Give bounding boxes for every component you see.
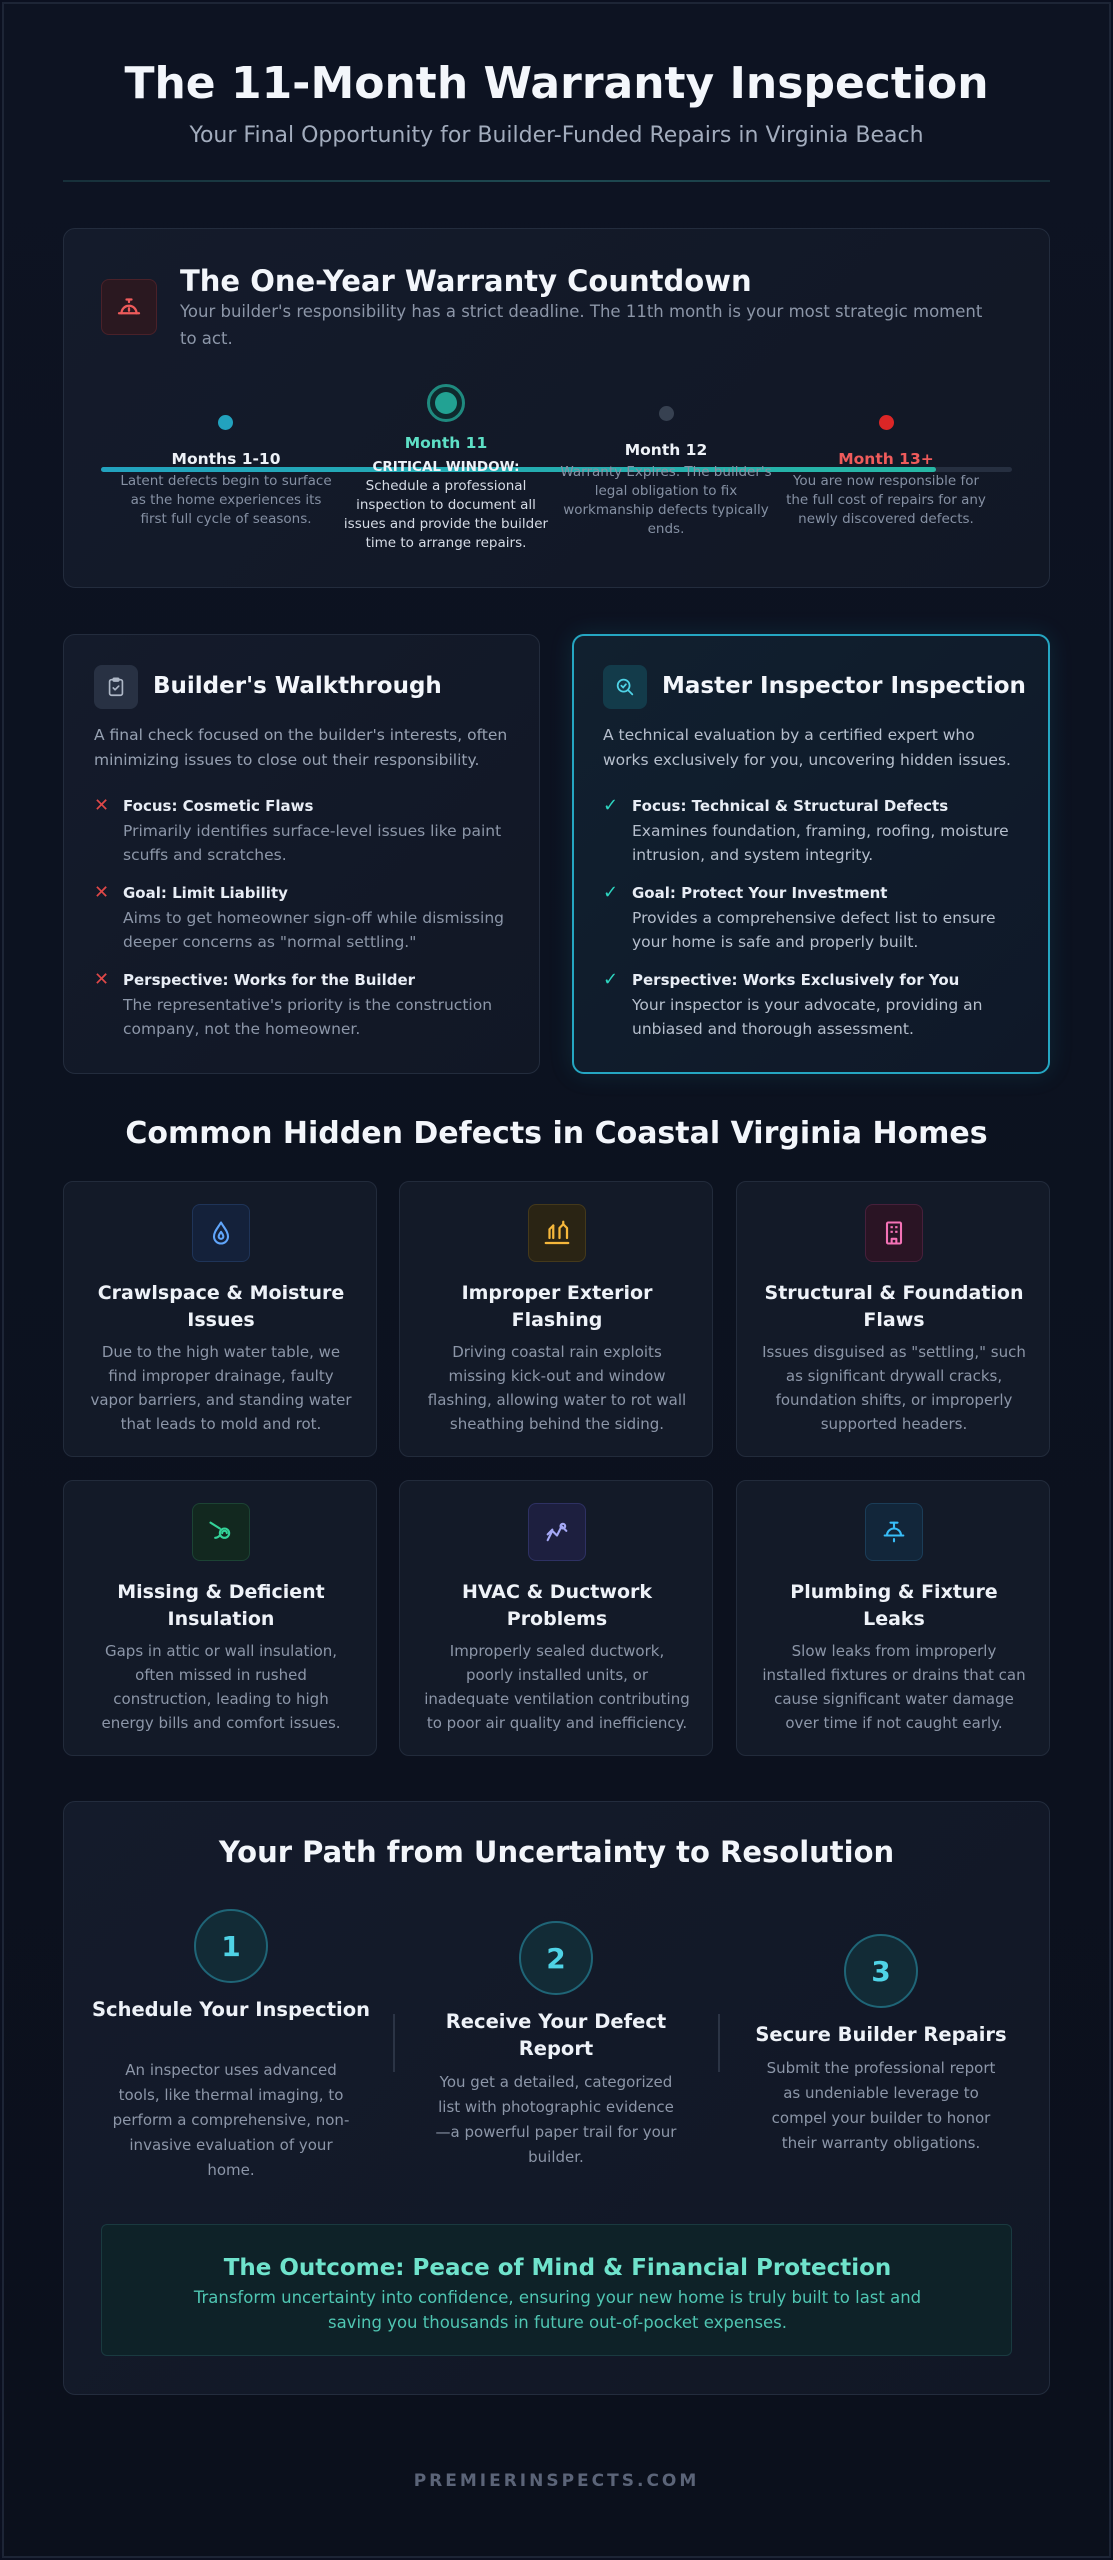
defect-text: Gaps in attic or wall insulation, often missed in rushed construction, leading to high energy bills and comfort issues. xyxy=(101,1642,341,1732)
step-divider xyxy=(393,2014,395,2072)
header-divider xyxy=(63,180,1050,182)
defect-text: Issues disguised as "settling," such as significant drywall cracks, foundation shifts, or improperly supported headers. xyxy=(762,1343,1026,1433)
milestone-critical-label: CRITICAL WINDOW: xyxy=(372,459,520,475)
milestone-dot-4 xyxy=(879,415,894,430)
house-arrows-icon xyxy=(528,1204,586,1262)
water-drop-icon xyxy=(192,1204,250,1262)
faucet-icon xyxy=(865,1503,923,1561)
defect-card-insulation xyxy=(63,1480,377,1756)
milestone-text-1: Latent defects begin to surface as the home experiences its first full cycle of seasons. xyxy=(120,473,332,527)
inspector-point-text-1: Examines foundation, framing, roofing, moisture intrusion, and system integrity. xyxy=(632,822,1009,864)
countdown-title: The One-Year Warranty Countdown xyxy=(180,264,752,298)
path-title: Your Path from Uncertainty to Resolution xyxy=(218,1835,895,1869)
step-title-1: Schedule Your Inspection xyxy=(91,1998,371,2021)
inspector-point-text-3: Your inspector is your advocate, providing an unbiased and thorough assessment. xyxy=(632,996,983,1038)
building-icon xyxy=(865,1204,923,1262)
check-icon: ✓ xyxy=(603,882,619,903)
insulation-icon xyxy=(192,1503,250,1561)
defect-title: Crawlspace & Moisture Issues xyxy=(97,1282,345,1331)
builder-point-head-2: Goal: Limit Liability xyxy=(123,884,288,902)
defect-title: Structural & Foundation Flaws xyxy=(764,1282,1024,1331)
x-icon: ✕ xyxy=(94,795,110,816)
outcome-box xyxy=(101,2224,1012,2356)
defects-title: Common Hidden Defects in Coastal Virginia Homes xyxy=(125,1116,988,1151)
defect-title: Missing & Deficient Insulation xyxy=(117,1581,325,1630)
milestone-dot-2-inner xyxy=(435,392,457,414)
milestone-text-2-body: Schedule a professional inspection to document all issues and provide the builder time to arrange repairs. xyxy=(343,478,549,551)
step-number-1: 1 xyxy=(194,1909,268,1983)
defect-title: HVAC & Ductwork Problems xyxy=(461,1581,653,1630)
builder-point-text-3: The representative's priority is the construction company, not the homeowner. xyxy=(123,996,493,1038)
milestone-dot-3 xyxy=(659,406,674,421)
check-icon: ✓ xyxy=(603,795,619,816)
builder-point-text-1: Primarily identifies surface-level issues like paint scuffs and scratches. xyxy=(123,822,502,864)
step-text-2: You get a detailed, categorized list with photographic evidence—a powerful paper trail for your builder. xyxy=(435,2073,677,2166)
defect-card-structural xyxy=(736,1181,1050,1457)
defect-text: Improperly sealed ductwork, poorly installed units, or inadequate ventilation contributing to poor air quality and inefficiency. xyxy=(424,1642,690,1732)
milestone-label-4: Month 13+ xyxy=(838,450,934,468)
milestone-text-4: You are now responsible for the full cost of repairs for any newly discovered defects. xyxy=(786,473,986,527)
inspector-point-text-2: Provides a comprehensive defect list to ensure your home is safe and properly built. xyxy=(632,909,996,951)
defect-text: Due to the high water table, we find improper drainage, faulty vapor barriers, and standing water that leads to mold and rot. xyxy=(90,1343,352,1433)
clipboard-icon xyxy=(94,665,138,709)
inspector-point-head-1: Focus: Technical & Structural Defects xyxy=(632,797,949,815)
defect-card-plumbing xyxy=(736,1480,1050,1756)
page-title: The 11-Month Warranty Inspection xyxy=(124,58,989,109)
inspector-point-head-3: Perspective: Works Exclusively for You xyxy=(632,971,960,989)
builder-title: Builder's Walkthrough xyxy=(153,673,442,699)
defect-card-hvac xyxy=(399,1480,713,1756)
footer-brand[interactable]: PREMIERINSPECTS.COM xyxy=(413,2471,700,2491)
inspector-description: A technical evaluation by a certified expert who works exclusively for you, uncovering hidden issues. xyxy=(603,726,1011,769)
inspector-title: Master Inspector Inspection xyxy=(662,673,1026,699)
x-icon: ✕ xyxy=(94,969,110,990)
step-number-3: 3 xyxy=(844,1934,918,2008)
countdown-description: Your builder's responsibility has a strict deadline. The 11th month is your most strategic moment to act. xyxy=(180,302,983,348)
hvac-duct-icon xyxy=(528,1503,586,1561)
step-number-2: 2 xyxy=(519,1921,593,1995)
defect-card-crawlspace xyxy=(63,1181,377,1457)
milestone-label-2: Month 11 xyxy=(404,434,488,452)
defect-title: Improper Exterior Flashing xyxy=(461,1282,653,1331)
builder-point-head-1: Focus: Cosmetic Flaws xyxy=(123,797,314,815)
milestone-label-3: Month 12 xyxy=(624,441,708,459)
milestone-text-3: Warranty Expires. The builder's legal obligation to fix workmanship defects typically ends. xyxy=(560,464,772,537)
milestone-dot-1 xyxy=(218,415,233,430)
builder-point-text-2: Aims to get homeowner sign-off while dismissing deeper concerns as "normal settling." xyxy=(123,909,504,951)
x-icon: ✕ xyxy=(94,882,110,903)
defect-title: Plumbing & Fixture Leaks xyxy=(790,1581,998,1630)
defect-text: Slow leaks from improperly installed fixtures or drains that can cause significant water damage over time if not caught early. xyxy=(762,1642,1026,1732)
step-title-3: Secure Builder Repairs xyxy=(755,2023,1007,2046)
step-divider xyxy=(718,2014,720,2072)
defect-card-flashing xyxy=(399,1181,713,1457)
milestone-text-2 xyxy=(340,458,552,553)
defect-text: Driving coastal rain exploits missing kick-out and window flashing, allowing water to rot wall sheathing behind the siding. xyxy=(427,1343,687,1433)
outcome-title: The Outcome: Peace of Mind & Financial Protection xyxy=(223,2255,892,2281)
builder-description: A final check focused on the builder's interests, often minimizing issues to close out their responsibility. xyxy=(94,726,508,769)
magnifier-icon xyxy=(603,665,647,709)
builder-point-head-3: Perspective: Works for the Builder xyxy=(123,971,416,989)
check-icon: ✓ xyxy=(603,969,619,990)
step-text-3: Submit the professional report as undeniable leverage to compel your builder to honor their warranty obligations. xyxy=(766,2059,996,2152)
page-subtitle: Your Final Opportunity for Builder-Funded Repairs in Virginia Beach xyxy=(189,123,924,148)
step-title-2: Receive Your Defect Report xyxy=(445,2010,667,2060)
step-text-1: An inspector uses advanced tools, like thermal imaging, to perform a comprehensive, non-invasive evaluation of your home. xyxy=(112,2061,350,2179)
inspector-point-head-2: Goal: Protect Your Investment xyxy=(632,884,888,902)
milestone-label-1: Months 1-10 xyxy=(171,450,281,468)
bell-icon xyxy=(101,279,157,335)
outcome-text: Transform uncertainty into confidence, ensuring your new home is truly built to last and saving you thousands in future out-of-pocket expenses. xyxy=(193,2288,922,2332)
